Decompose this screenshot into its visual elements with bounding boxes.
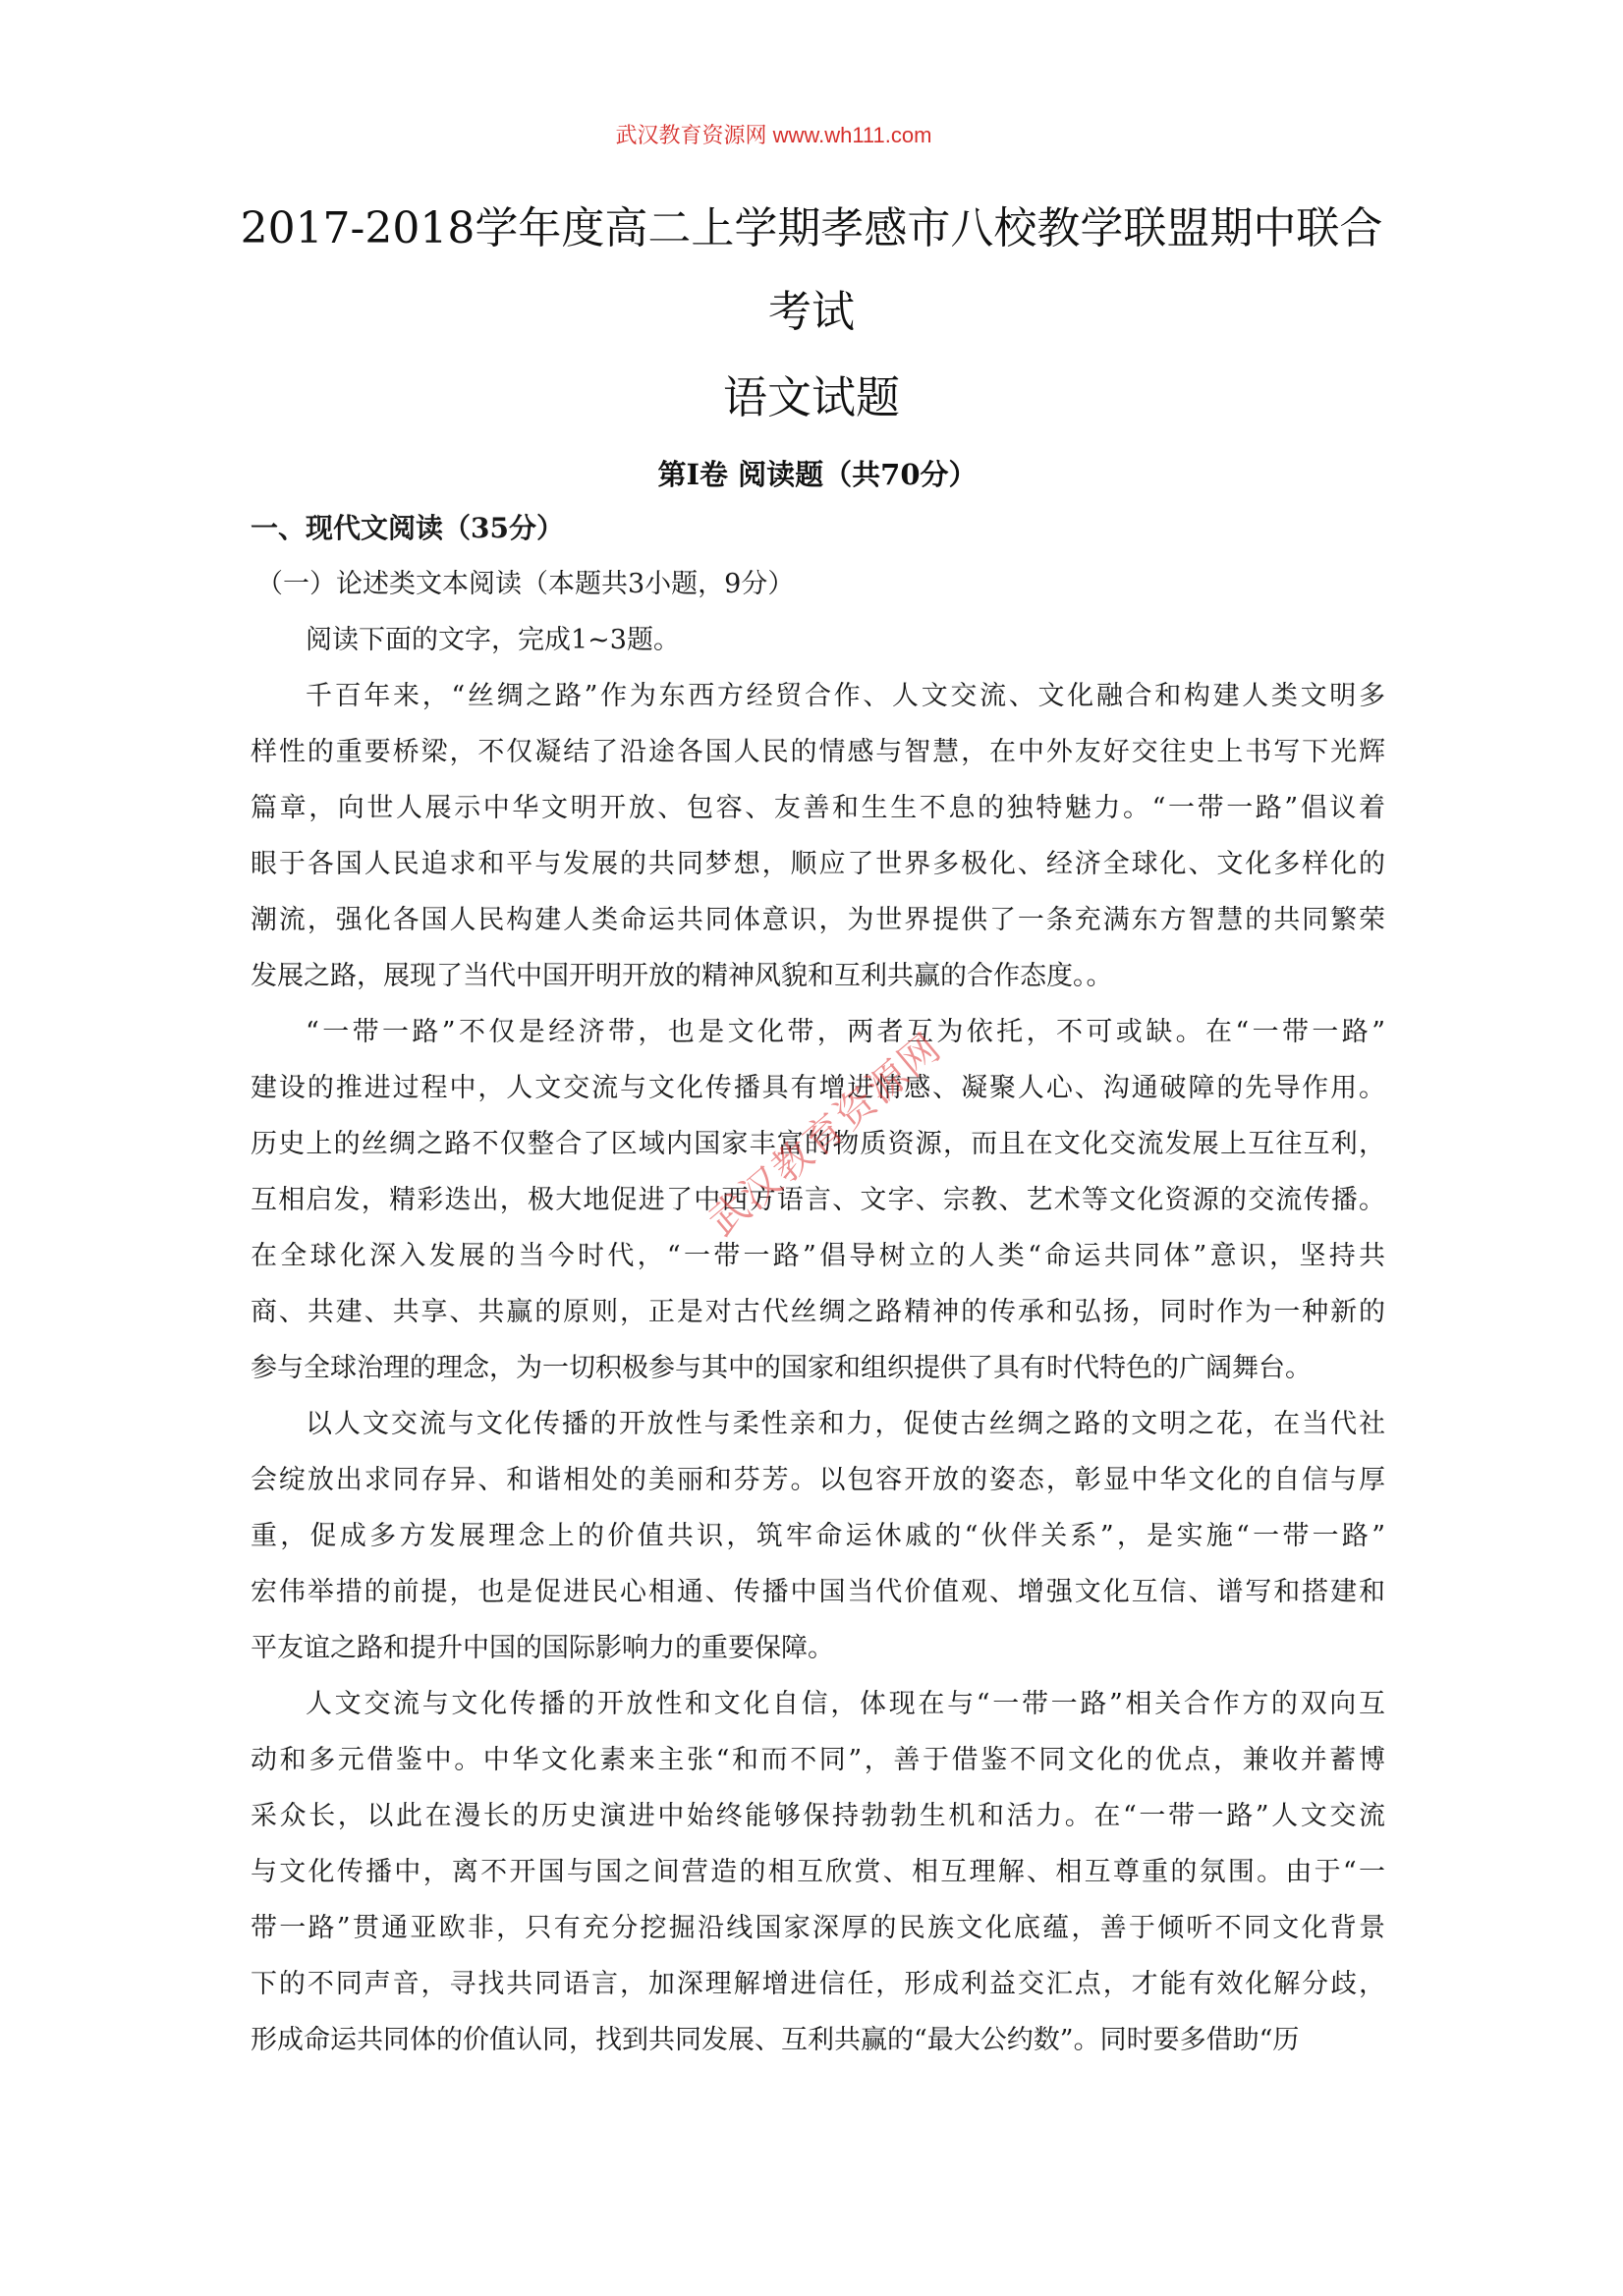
site-header: 武汉教育资源网 www.wh111.com — [615, 123, 932, 147]
part-heading: 第Ⅰ卷 阅读题（共70分） — [657, 458, 978, 491]
text-line: 带一路”贯通亚欧非，只有充分挖掘沿线国家深厚的民族文化底蕴，善于倾听不同文化背景 — [251, 1913, 1385, 1943]
text-line: 样性的重要桥梁，不仅凝结了沿途各国人民的情感与智慧，在中外友好交往史上书写下光辉 — [251, 737, 1385, 767]
text-line: 平友谊之路和提升中国的国际影响力的重要保障。 — [251, 1633, 834, 1663]
text-line: 篇章，向世人展示中华文明开放、包容、友善和生生不息的独特魅力。“一带一路”倡议着 — [251, 793, 1385, 823]
text-line: 参与全球治理的理念，为一切积极参与其中的国家和组织提供了具有时代特色的广阔舞台。 — [251, 1353, 1312, 1383]
text-line: 与文化传播中，离不开国与国之间营造的相互欣赏、相互理解、相互尊重的氛围。由于“一 — [251, 1857, 1385, 1887]
paragraph — [251, 1676, 1385, 2068]
subsection-heading: （一）论述类文本阅读（本题共3小题，9分） — [256, 569, 795, 599]
section-heading: 一、现代文阅读（35分） — [251, 512, 564, 544]
text-line: 采众长，以此在漫长的历史演进中始终能够保持勃勃生机和活力。在“一带一路”人文交流 — [251, 1801, 1385, 1831]
subject-title: 语文试题 — [722, 371, 900, 423]
text-line: 建设的推进过程中，人文交流与文化传播具有增进情感、凝聚人心、沟通破障的先导作用。 — [251, 1073, 1385, 1103]
text-line: 潮流，强化各国人民构建人类命运共同体意识，为世界提供了一条充满东方智慧的共同繁荣 — [251, 905, 1385, 935]
text-line: 眼于各国人民追求和平与发展的共同梦想，顺应了世界多极化、经济全球化、文化多样化的 — [251, 849, 1385, 879]
text-line: 发展之路，展现了当代中国开明开放的精神风貌和互利共赢的合作态度。。 — [251, 961, 1113, 991]
text-line: “一带一路”不仅是经济带，也是文化带，两者互为依托，不可或缺。在“一带一路” — [306, 1017, 1385, 1047]
text-line: 下的不同声音，寻找共同语言，加深理解增进信任，形成利益交汇点，才能有效化解分歧， — [251, 1969, 1385, 1999]
text-line: 在全球化深入发展的当今时代，“一带一路”倡导树立的人类“命运共同体”意识，坚持共 — [251, 1241, 1385, 1271]
exam-title: 2017-2018学年度高二上学期孝感市八校教学联盟期中联合 — [240, 203, 1383, 253]
watermark: 武汉教育资源网 — [700, 1024, 951, 1246]
text-line: 以人文交流与文化传播的开放性与柔性亲和力，促使古丝绸之路的文明之花，在当代社 — [306, 1409, 1385, 1439]
text-line: 千百年来，“丝绸之路”作为东西方经贸合作、人文交流、文化融合和构建人类文明多 — [306, 681, 1385, 711]
paragraph — [251, 668, 1385, 1004]
paragraph — [251, 1004, 1385, 1396]
reading-section — [251, 500, 1385, 2068]
text-line: 互相启发，精彩迭出，极大地促进了中西方语言、文字、宗教、艺术等文化资源的交流传播。 — [251, 1185, 1385, 1215]
text-line: 重，促成多方发展理念上的价值共识，筑牢命运休戚的“伙伴关系”，是实施“一带一路” — [251, 1521, 1385, 1551]
text-line: 会绽放出求同存异、和谐相处的美丽和芬芳。以包容开放的姿态，彰显中华文化的自信与厚 — [251, 1465, 1385, 1495]
text-line: 商、共建、共享、共赢的原则，正是对古代丝绸之路精神的传承和弘扬，同时作为一种新的 — [251, 1297, 1385, 1327]
text-line: 动和多元借鉴中。中华文化素来主张“和而不同”，善于借鉴不同文化的优点，兼收并蓄博 — [251, 1745, 1385, 1775]
text-line: 人文交流与文化传播的开放性和文化自信，体现在与“一带一路”相关合作方的双向互 — [306, 1689, 1385, 1719]
instruction-text: 阅读下面的文字，完成1~3题。 — [306, 625, 680, 655]
passage — [251, 668, 1385, 2068]
text-line: 形成命运共同体的价值认同，找到共同发展、互利共赢的“最大公约数”。同时要多借助“历 — [251, 2025, 1300, 2055]
text-line: 宏伟举措的前提，也是促进民心相通、传播中国当代价值观、增强文化互信、谱写和搭建和 — [251, 1577, 1385, 1607]
text-line: 历史上的丝绸之路不仅整合了区域内国家丰富的物质资源，而且在文化交流发展上互往互利， — [251, 1129, 1385, 1159]
exam-title-continuation: 考试 — [768, 287, 855, 337]
paragraph — [251, 1396, 1385, 1676]
